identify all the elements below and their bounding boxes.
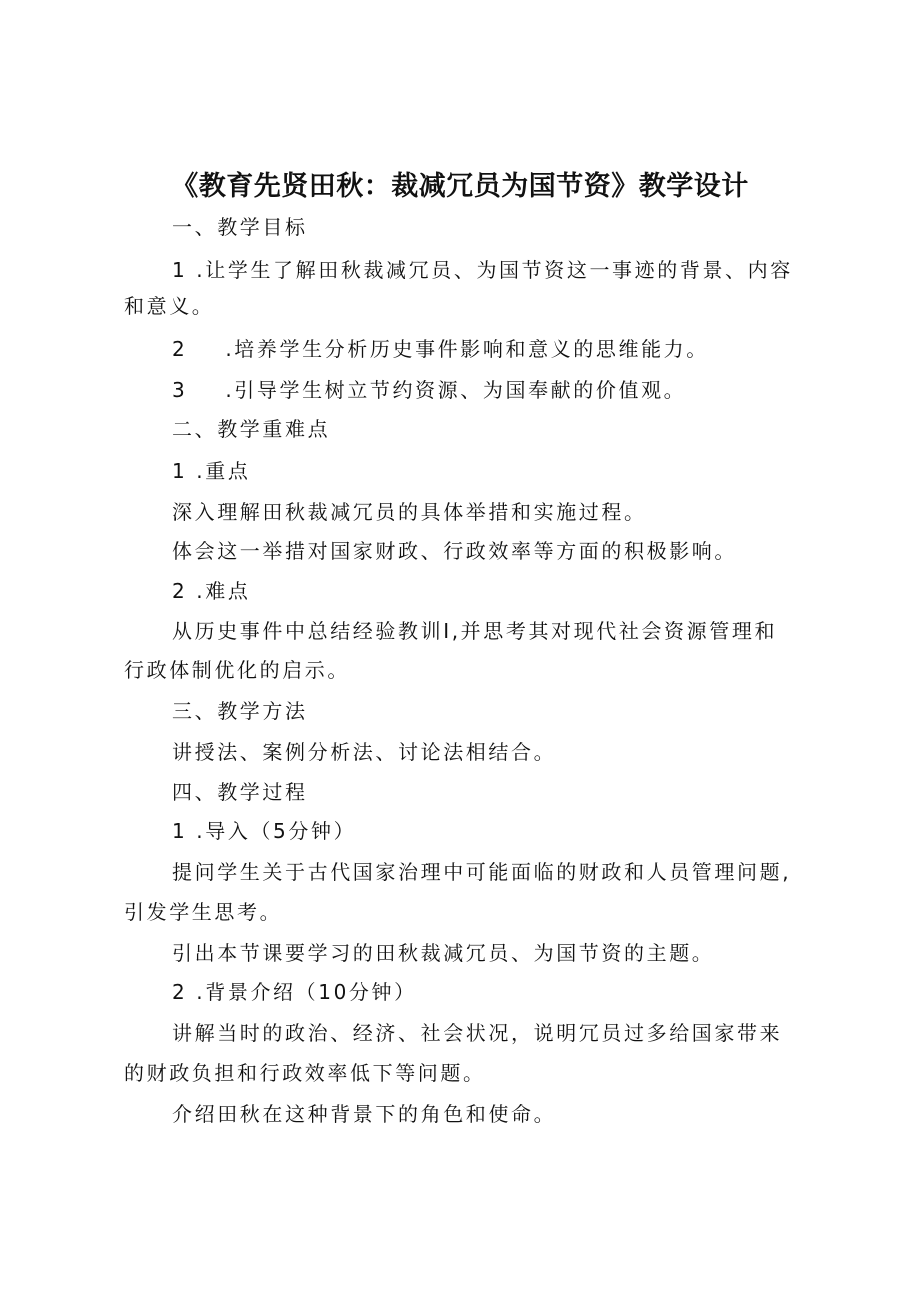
key-point-text-2: 体会这一举措对国家财政、行政效率等方面的积极影响。 [172, 539, 737, 563]
objective-3-number: 3 [172, 378, 188, 402]
introduction-text-1-continued: 引发学生思考。 [124, 900, 283, 924]
key-point-text-1: 深入理解田秋裁减冗员的具体举措和实施过程。 [172, 500, 647, 524]
background-text-1-continued: 的财政负担和行政效率低下等问题。 [124, 1061, 486, 1085]
background-text-1: 讲解当时的政治、经济、社会状况，说明冗员过多给国家带来 [172, 1021, 783, 1045]
methods-text: 讲授法、案例分析法、讨论法相结合。 [172, 740, 557, 764]
objective-3 [172, 374, 686, 403]
objective-2-text: .培养学生分析历史事件影响和意义的思维能力。 [225, 337, 709, 361]
subheading-introduction: 1 .导入（5分钟） [172, 819, 357, 843]
document-title: 《教育先贤田秋：裁减冗员为国节资》教学设计 [171, 171, 749, 202]
objective-2-number: 2 [172, 337, 188, 361]
introduction-text-2: 引出本节课要学习的田秋裁减冗员、为国节资的主题。 [172, 941, 715, 965]
section-heading-key-points: 二、教学重难点 [172, 417, 331, 441]
section-heading-methods: 三、教学方法 [172, 699, 308, 723]
subheading-background: 2 .背景介绍（10分钟） [172, 980, 417, 1004]
background-text-2: 介绍田秋在这种背景下的角色和使命。 [172, 1102, 557, 1126]
section-heading-process: 四、教学过程 [172, 780, 308, 804]
section-heading-objectives: 一、教学目标 [172, 215, 308, 239]
difficult-point-text: 从历史事件中总结经验教训I,并思考其对现代社会资源管理和 [172, 619, 778, 643]
subheading-key-point: 1 .重点 [172, 459, 251, 483]
difficult-point-text-continued: 行政体制优化的启示。 [124, 658, 350, 682]
objective-1-continued: 和意义。 [124, 294, 215, 318]
objective-2 [172, 333, 709, 362]
objective-3-text: .引导学生树立节约资源、为国奉献的价值观。 [225, 378, 687, 402]
introduction-text-1: 提问学生关于古代国家治理中可能面临的财政和人员管理问题, [172, 860, 792, 884]
subheading-difficult-point: 2 .难点 [172, 579, 251, 603]
objective-1: 1 .让学生了解田秋裁减冗员、为国节资这一事迹的背景、内容 [172, 258, 793, 282]
